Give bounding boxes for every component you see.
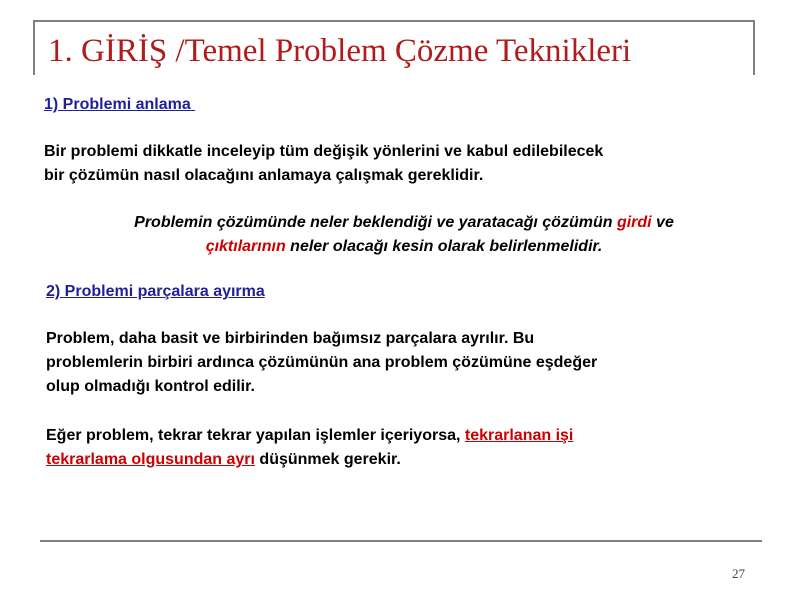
note-text-2: ve bbox=[651, 214, 674, 231]
note-emphasis-ciktilarinin: çıktılarının bbox=[205, 238, 286, 255]
para2-text-1: Eğer problem, tekrar tekrar yapılan işlemler içeriyorsa, bbox=[46, 427, 465, 444]
para2-text-2: düşünmek gerekir. bbox=[254, 451, 401, 468]
section2-heading: 2) Problemi parçalara ayırma bbox=[46, 283, 265, 300]
section1-paragraph-line1: Bir problemi dikkatle inceleyip tüm değişik yönlerini ve kabul edilebilecek bbox=[44, 143, 604, 160]
section1-paragraph bbox=[44, 140, 603, 188]
section1-paragraph-line2: bir çözümün nasıl olacağını anlamaya çalışmak gereklidir. bbox=[44, 167, 484, 184]
bottom-rule bbox=[40, 540, 762, 542]
note-emphasis-girdi: girdi bbox=[616, 214, 652, 231]
section1-note-line1 bbox=[44, 211, 764, 235]
section2-paragraph bbox=[46, 327, 597, 399]
note-text-1: Problemin çözümünde neler beklendiği ve yaratacağı çözümün bbox=[134, 214, 617, 231]
section2-paragraph2-line2 bbox=[46, 448, 573, 472]
section1-heading: 1) Problemi anlama bbox=[44, 96, 196, 113]
section1-note-line2 bbox=[44, 235, 764, 259]
title-dot: . bbox=[752, 62, 756, 76]
note-text-3: neler olacağı kesin olarak belirlenmelidir. bbox=[285, 238, 603, 255]
link-tekrarlanan-isi[interactable]: tekrarlanan işi bbox=[464, 427, 574, 444]
section2-paragraph-line2: problemlerin birbiri ardınca çözümünün ana problem çözümüne eşdeğer bbox=[46, 354, 598, 371]
section2-paragraph2-line1 bbox=[46, 424, 573, 448]
link-tekrarlama-olgusundan-ayri[interactable]: tekrarlama olgusundan ayrı bbox=[46, 451, 255, 468]
section1-note bbox=[44, 211, 764, 259]
slide-title: 1. GİRİŞ /Temel Problem Çözme Teknikleri bbox=[48, 33, 632, 69]
page-number: 27 bbox=[732, 566, 745, 581]
section2-paragraph-line1: Problem, daha basit ve birbirinden bağımsız parçalara ayrılır. Bu bbox=[46, 330, 535, 347]
section2-paragraph2 bbox=[46, 424, 573, 472]
section2-paragraph-line3: olup olmadığı kontrol edilir. bbox=[46, 378, 255, 395]
